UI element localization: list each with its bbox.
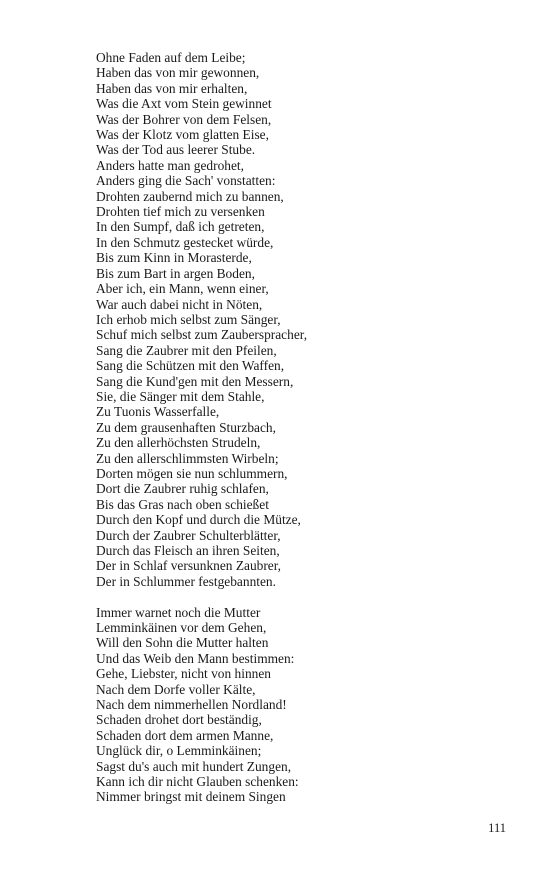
poem-line: Ich erhob mich selbst zum Sänger, (96, 311, 281, 327)
poem-line: Bis das Gras nach oben schießet (96, 496, 269, 512)
poem-line: Will den Sohn die Mutter halten (96, 635, 269, 651)
poem-line: Drohten tief mich zu versenken (96, 204, 265, 220)
poem-line: Sang die Zaubrer mit den Pfeilen, (96, 342, 277, 358)
poem-line: Unglück dir, o Lemminkäinen; (96, 743, 262, 759)
poem-line: Sie, die Sänger mit dem Stahle, (96, 388, 265, 404)
poem-line: Durch das Fleisch an ihren Seiten, (96, 543, 280, 558)
poem-line: Schaden drohet dort beständig, (96, 712, 262, 728)
poem-line: Durch den Kopf und durch die Mütze, (96, 512, 301, 528)
poem-line: Gehe, Liebster, nicht von hinnen (96, 666, 271, 682)
poem-line: Was der Klotz vom glatten Eise, (96, 127, 269, 143)
poem-line: In den Sumpf, daß ich getreten, (96, 219, 265, 235)
poem-line: Sang die Schützen mit den Waffen, (96, 358, 285, 374)
poem-line: Schuf mich selbst zum Zauberspracher, (96, 327, 308, 343)
poem-line: Kann ich dir nicht Glauben schenken: (96, 774, 299, 790)
poem-line: Nach dem Dorfe voller Kälte, (96, 681, 256, 697)
poem-line: War auch dabei nicht in Nöten, (96, 296, 263, 312)
poem-line: Ohne Faden auf dem Leibe; (96, 50, 246, 65)
poem-line: Bis zum Kinn in Morasterde, (96, 250, 252, 266)
poem-line: Was der Bohrer von dem Felsen, (96, 111, 272, 127)
poem-line: Anders ging die Sach' vonstatten: (96, 173, 276, 189)
poem-line: Haben das von mir erhalten, (96, 80, 248, 96)
poem-line: Der in Schlummer festgebannten. (96, 573, 276, 589)
stanza-2 (96, 605, 496, 805)
poem-line: Aber ich, ein Mann, wenn einer, (96, 281, 269, 297)
poem-line: Der in Schlaf versunknen Zaubrer, (96, 558, 282, 574)
poem-line: Lemminkäinen vor dem Gehen, (96, 620, 267, 636)
poem-line: Bis zum Bart in argen Boden, (96, 265, 255, 281)
poem-line: Schaden dort dem armen Manne, (96, 727, 274, 743)
poem-line: Was die Axt vom Stein gewinnet (96, 96, 272, 112)
poem-line: Zu den allerhöchsten Strudeln, (96, 435, 261, 451)
poem-line: Zu den allerschlimmsten Wirbeln; (96, 450, 279, 466)
poem-line: Und das Weib den Mann bestimmen: (96, 650, 295, 666)
poem-line: Dorten mögen sie nun schlummern, (96, 465, 288, 481)
poem-line: Haben das von mir gewonnen, (96, 65, 260, 81)
stanza-1 (96, 50, 496, 589)
poem-line: Nach dem nimmerhellen Nordland! (96, 697, 287, 713)
poem-text (96, 50, 496, 805)
poem-line: Was der Tod aus leerer Stube. (96, 142, 256, 158)
poem-line: Immer warnet noch die Mutter (96, 604, 261, 620)
poem-line: Zu Tuonis Wasserfalle, (96, 404, 220, 420)
poem-line: In den Schmutz gestecket würde, (96, 234, 274, 250)
poem-line: Sang die Kund'gen mit den Messern, (96, 373, 294, 389)
poem-line: Durch der Zaubrer Schulterblätter, (96, 527, 281, 543)
poem-line: Sagst du's auch mit hundert Zungen, (96, 758, 292, 774)
poem-line: Drohten zaubernd mich zu bannen, (96, 188, 284, 204)
poem-line: Anders hatte man gedrohet, (96, 157, 244, 173)
poem-line: Nimmer bringst mit deinem Singen (96, 789, 286, 805)
page-number: 111 (488, 821, 506, 835)
poem-line: Dort die Zaubrer ruhig schlafen, (96, 481, 269, 497)
poem-line: Zu dem grausenhaften Sturzbach, (96, 419, 276, 435)
